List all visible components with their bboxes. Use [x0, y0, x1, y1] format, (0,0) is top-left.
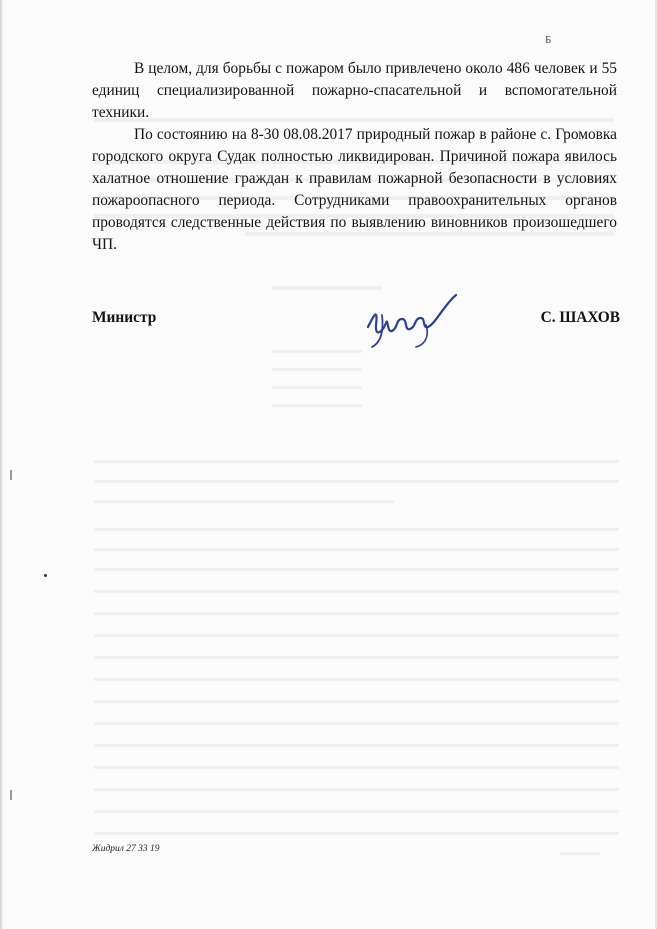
scan-dot	[44, 574, 47, 577]
body-paragraph: По состоянию на 8-30 08.08.2017 природный пожар в районе с. Громовка городского округа Судак полностью ликвидирован. Причиной пожара явилось халатное отношение граждан к правилам пожарной безопасности в условиях пожароопасного периода. Сотрудниками правоохранительных органов проводятся следственные действия по выявлению виновников произошедшего ЧП.	[92, 126, 617, 253]
scan-mark	[10, 790, 12, 800]
scan-mark	[10, 470, 12, 480]
handwritten-signature	[360, 285, 470, 355]
page-edge	[0, 0, 3, 929]
body-paragraph: В целом, для борьбы с пожаром было привлечено около 486 человек и 55 единиц специализированной пожарно-спасательной и вспомогательной техники.	[92, 60, 617, 121]
signature-block	[92, 309, 620, 331]
signatory-title: Министр	[92, 309, 157, 326]
executor-note: Жидрил 27 33 19	[92, 844, 160, 854]
signatory-name: С. ШАХОВ	[540, 309, 620, 326]
corner-mark: Б	[545, 34, 552, 46]
